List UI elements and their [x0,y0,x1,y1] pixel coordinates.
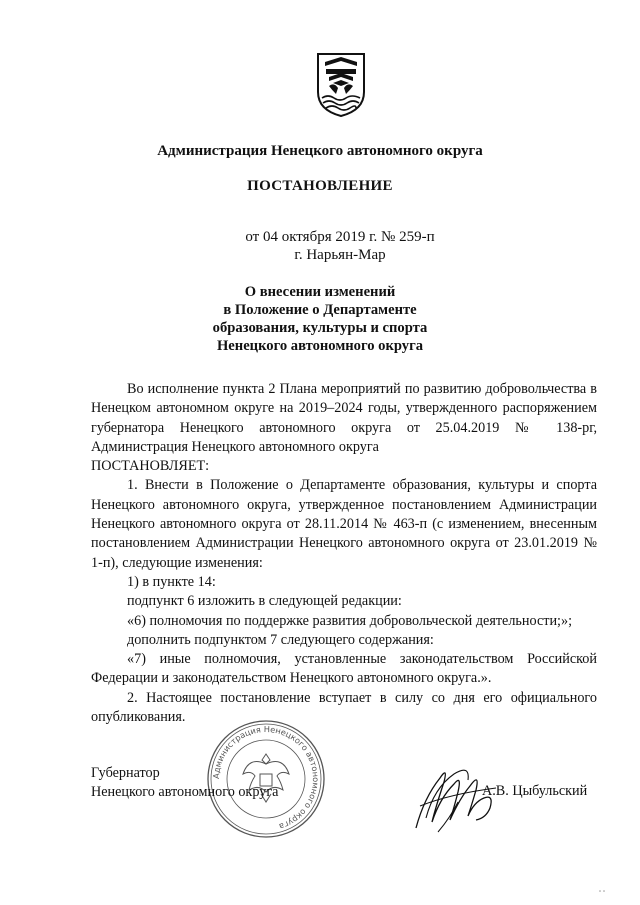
organization-name: Администрация Ненецкого автономного округа [157,143,483,159]
body-paragraph-preamble: Во исполнение пункта 2 Плана мероприятий по развитию добровольчества в Ненецком автономном округе на 2019–2024 годы, утвержденного распоряжением губернатора Ненецкого автономного округа от 25.04.2019 № 138-рг, Администрация Ненецкого автономного округа [91,381,597,455]
signer-name: А.В. Цыбульский [482,783,588,799]
signer-title-line: Губернатор [91,765,160,781]
signer-title [91,764,278,803]
subject-line: О внесении изменений [244,284,396,300]
document-body [91,380,597,727]
document-type: ПОСТАНОВЛЕНИЕ [247,178,393,194]
subject-line: Ненецкого автономного округа [216,338,424,354]
document-subject [0,283,640,355]
coat-of-arms-icon [315,52,367,118]
signer-title-line: Ненецкого автономного округа [91,784,279,801]
body-paragraph-subpoint-6-intro: подпункт 6 изложить в следующей редакции: [127,593,402,610]
body-paragraph-item-1: 1. Внести в Положение о Департаменте образования, культуры и спорта Ненецкого автономного округа, утвержденное постановлением Администрации Ненецкого автономного округа от 28.11.2014 № 463-п (с изменением, внесенным постановлением Администрации Ненецкого автономного округа от 23.01.2019 № 1-п), следующие изменения: [91,477,597,571]
document-date-number: от 04 октября 2019 г. № 259-п [245,229,435,245]
subject-line: образования, культуры и спорта [212,320,428,336]
seal-text: Администрация Ненецкого автономного округа [210,723,322,832]
body-paragraph-subpoint-7: «7) иные полномочия, установленные законодательством Российской Федерации и законодательством Ненецкого автономного округа.». [91,651,597,687]
subject-line: в Положение о Департаменте [223,302,417,318]
scan-mark [598,888,608,894]
body-paragraph-item-2: 2. Настоящее постановление вступает в силу со дня его официального опубликования. [91,689,597,726]
body-paragraph-resolves: ПОСТАНОВЛЯЕТ: [91,458,210,475]
body-paragraph-point-14: 1) в пункте 14: [127,573,216,590]
document-city: г. Нарьян-Мар [294,247,386,263]
body-paragraph-subpoint-6: «6) полномочия по поддержке развития добровольческой деятельности;»; [127,612,573,629]
body-paragraph-subpoint-7-intro: дополнить подпунктом 7 следующего содержания: [127,631,434,648]
